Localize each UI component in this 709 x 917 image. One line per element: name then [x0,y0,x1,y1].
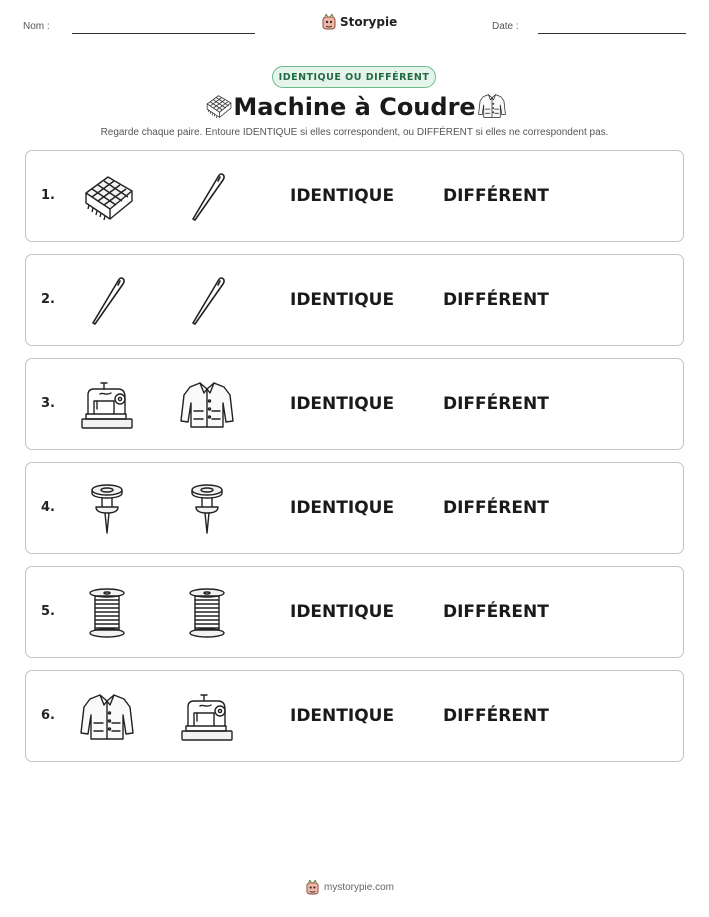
sewing-machine-icon [178,691,236,743]
identique-option[interactable]: IDENTIQUE [290,602,395,622]
different-option[interactable]: DIFFÉRENT [443,186,549,206]
question-card-3 [25,358,684,450]
needle-icon [178,171,236,223]
question-card-2 [25,254,684,346]
push-pin-icon [178,483,236,535]
question-number: 6. [41,708,55,723]
blanket-icon [203,92,233,120]
blanket-icon [78,171,136,223]
question-card-5 [25,566,684,658]
jacket-icon [178,379,236,431]
question-number: 3. [41,396,55,411]
different-option[interactable]: DIFFÉRENT [443,394,549,414]
storypie-logo-icon [306,880,319,895]
different-option[interactable]: DIFFÉRENT [443,706,549,726]
push-pin-icon [78,483,136,535]
different-option[interactable]: DIFFÉRENT [443,602,549,622]
footer [306,880,394,895]
instructions: Regarde chaque paire. Entoure IDENTIQUE si elles correspondent, ou DIFFÉRENT si elles ne correspondent pas. [100,127,609,138]
name-label: Nom : [23,21,50,32]
question-number: 2. [41,292,55,307]
thread-spool-icon [178,587,236,639]
jacket-icon [78,691,136,743]
identique-option[interactable]: IDENTIQUE [290,498,395,518]
question-number: 5. [41,604,55,619]
question-card-4 [25,462,684,554]
date-field[interactable] [538,33,686,34]
date-label: Date : [492,21,519,32]
storypie-logo-icon [322,14,336,30]
identique-option[interactable]: IDENTIQUE [290,394,395,414]
question-card-1 [25,150,684,242]
jacket-icon [477,92,507,120]
different-option[interactable]: DIFFÉRENT [443,498,549,518]
identique-option[interactable]: IDENTIQUE [290,290,395,310]
needle-icon [78,275,136,327]
question-card-6 [25,670,684,762]
needle-icon [178,275,236,327]
title-row [0,90,709,124]
brand-name: Storypie [340,15,398,29]
brand-logo [322,13,397,31]
identique-option[interactable]: IDENTIQUE [290,706,395,726]
thread-spool-icon [78,587,136,639]
worksheet-type-tag: IDENTIQUE OU DIFFÉRENT [272,66,436,88]
question-number: 1. [41,188,55,203]
name-field[interactable] [72,33,255,34]
page-title: Machine à Coudre [233,93,476,121]
question-number: 4. [41,500,55,515]
sewing-machine-icon [78,379,136,431]
identique-option[interactable]: IDENTIQUE [290,186,395,206]
footer-url[interactable]: mystorypie.com [324,882,395,893]
different-option[interactable]: DIFFÉRENT [443,290,549,310]
